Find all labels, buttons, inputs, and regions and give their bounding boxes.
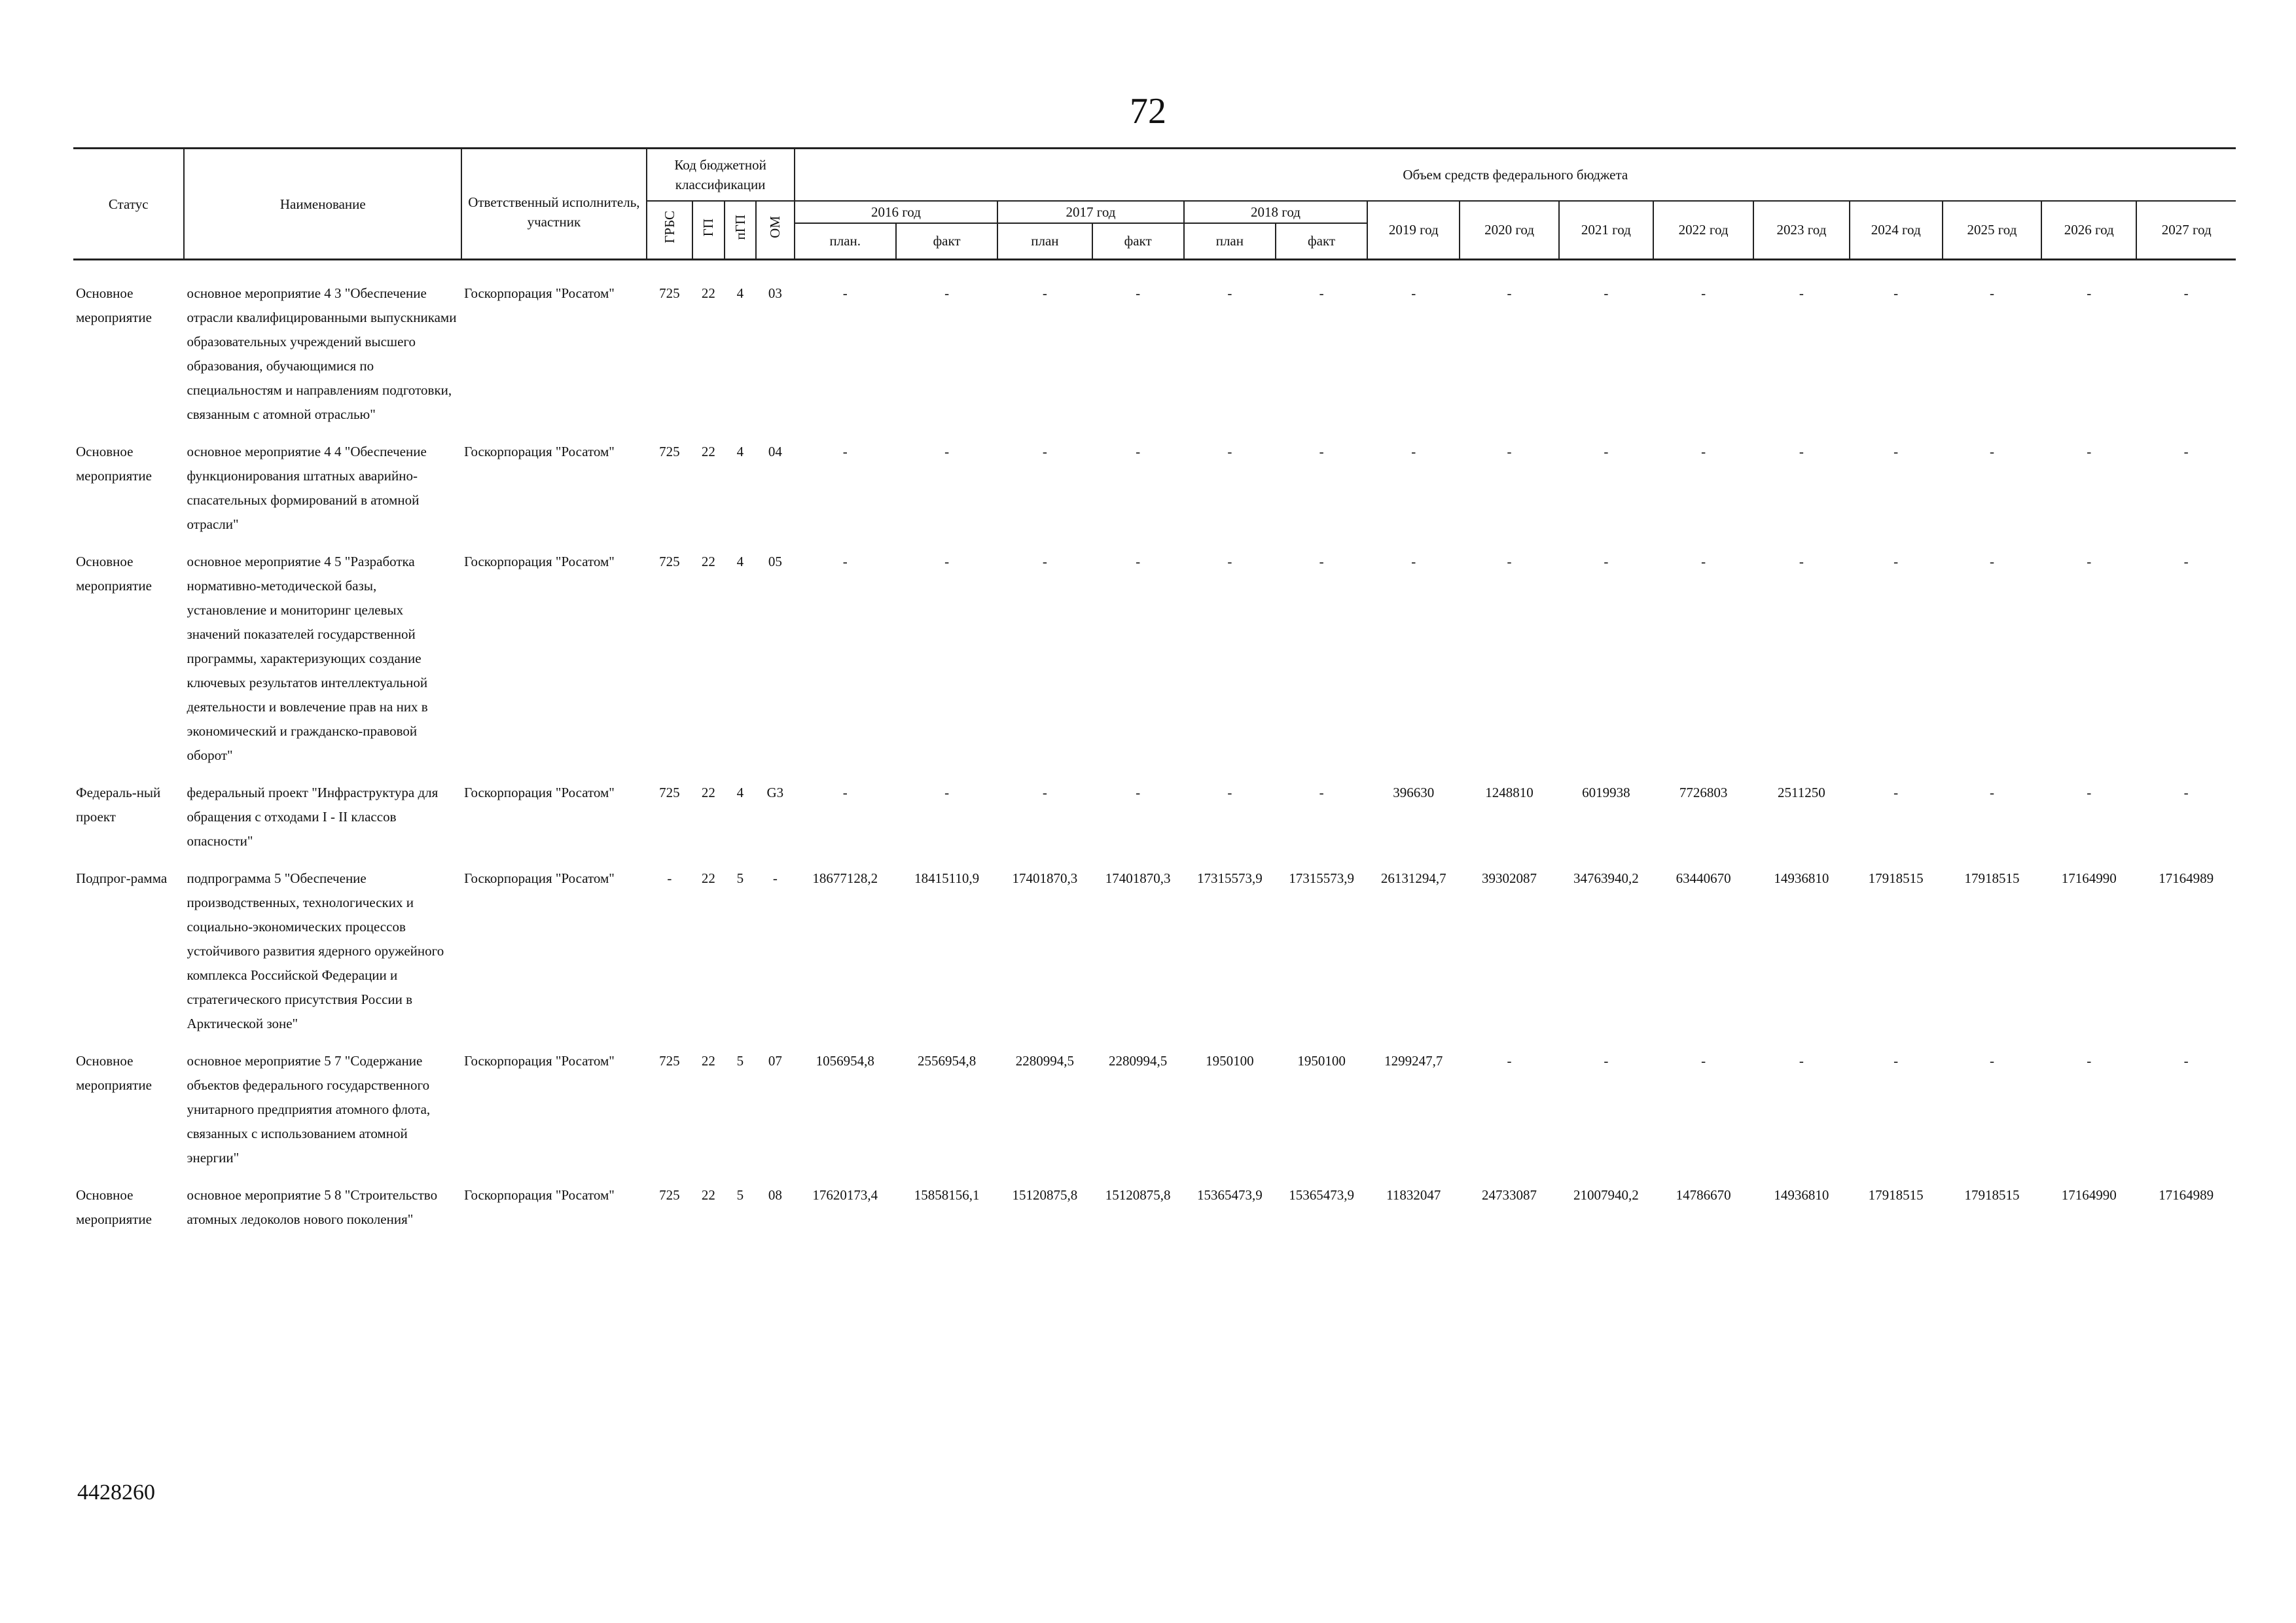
cell-2016-fact: - <box>944 285 950 301</box>
col-2017-plan: план <box>997 223 1092 260</box>
cell-2018-plan: 15365473,9 <box>1196 1187 1263 1203</box>
col-2016-fact: факт <box>896 223 997 260</box>
cell-2017-fact: - <box>1136 285 1141 301</box>
cell-2021: 6019938 <box>1582 785 1630 800</box>
cell-2019: 396630 <box>1393 785 1435 800</box>
table-row <box>73 1183 2236 1245</box>
cell-2019: - <box>1411 285 1416 301</box>
col-budget-code: Код бюджетной классификации <box>647 149 795 201</box>
cell-2024: - <box>1893 785 1899 800</box>
cell-om: G3 <box>766 785 784 800</box>
cell-2017-plan: - <box>1042 785 1047 800</box>
cell-responsible: Госкорпорация "Росатом" <box>464 785 615 800</box>
cell-2016-fact: 15858156,1 <box>914 1187 980 1203</box>
cell-responsible: Госкорпорация "Росатом" <box>464 1053 615 1069</box>
table-row <box>73 781 2236 866</box>
cell-2024: - <box>1893 285 1899 301</box>
col-year-2024: 2024 год <box>1850 201 1943 260</box>
cell-grbs: 725 <box>659 1187 680 1203</box>
cell-pgp: 5 <box>736 870 744 886</box>
cell-2022: - <box>1701 554 1706 569</box>
cell-name: основное мероприятие 4 5 "Разработка нормативно-методической базы, установление и мониторинг целевых значений показателей государственной программы, характеризующих создание ключевых результатов интеллектуальной деятельности и вовлечение прав на них в экономический и гражданско-правовой оборот" <box>187 554 428 763</box>
cell-2019: 11832047 <box>1386 1187 1441 1203</box>
col-year-2021: 2021 год <box>1559 201 1653 260</box>
cell-2018-fact: - <box>1319 785 1324 800</box>
cell-pgp: 5 <box>736 1187 744 1203</box>
col-year-2020: 2020 год <box>1460 201 1558 260</box>
table-row <box>73 260 2236 440</box>
cell-2018-plan: - <box>1227 785 1232 800</box>
cell-2018-fact: 17315573,9 <box>1289 870 1354 886</box>
cell-2018-plan: 17315573,9 <box>1196 870 1263 886</box>
cell-2020: - <box>1507 554 1512 569</box>
cell-gp: 22 <box>701 785 715 800</box>
cell-status: Федераль-ный проект <box>76 785 161 825</box>
cell-2021: 21007940,2 <box>1573 1187 1639 1203</box>
cell-2016-plan: 17620173,4 <box>812 1187 878 1203</box>
cell-2027: 17164989 <box>2159 1187 2214 1203</box>
cell-grbs: 725 <box>659 444 680 459</box>
cell-2018-fact: 15365473,9 <box>1289 1187 1354 1203</box>
cell-2019: - <box>1411 554 1416 569</box>
cell-2016-plan: - <box>842 785 848 800</box>
cell-gp: 22 <box>701 870 715 886</box>
cell-status: Подпрог-рамма <box>76 870 168 886</box>
cell-2018-fact: - <box>1319 554 1324 569</box>
cell-2018-fact: 1950100 <box>1297 1053 1346 1069</box>
col-year-2018: 2018 год <box>1184 201 1367 223</box>
cell-pgp: 5 <box>736 1053 744 1069</box>
col-year-2017: 2017 год <box>997 201 1183 223</box>
cell-grbs: 725 <box>659 554 680 569</box>
cell-grbs: - <box>667 870 672 886</box>
cell-name: подпрограмма 5 "Обеспечение производственных, технологических и социально-экономических процессов устойчивого развития ядерного оружейного комплекса Российской Федерации и стратегического присутствия России в Арктической зоне" <box>187 870 444 1031</box>
cell-2027: - <box>2183 285 2189 301</box>
cell-2019: - <box>1411 444 1416 459</box>
page-number: 72 <box>1130 91 1166 132</box>
cell-2018-plan: - <box>1227 444 1232 459</box>
cell-2027: 17164989 <box>2159 870 2214 886</box>
cell-2027: - <box>2183 1053 2189 1069</box>
cell-responsible: Госкорпорация "Росатом" <box>464 444 615 459</box>
col-om <box>756 201 795 260</box>
cell-2017-fact: 2280994,5 <box>1109 1053 1168 1069</box>
cell-2021: - <box>1604 1053 1609 1069</box>
cell-2023: - <box>1799 444 1804 459</box>
cell-2016-fact: - <box>944 554 950 569</box>
col-year-2025: 2025 год <box>1943 201 2041 260</box>
cell-2020: - <box>1507 285 1512 301</box>
cell-2023: 14936810 <box>1774 1187 1829 1203</box>
cell-2026: - <box>2087 1053 2092 1069</box>
cell-2021: - <box>1604 285 1609 301</box>
cell-2019: 1299247,7 <box>1384 1053 1443 1069</box>
cell-2018-plan: 1950100 <box>1206 1053 1254 1069</box>
col-om-label: ОМ <box>767 216 783 239</box>
cell-2017-plan: 17401870,3 <box>1012 870 1078 886</box>
cell-name: основное мероприятие 4 3 "Обеспечение отрасли квалифицированными выпускниками образовательных учреждений высшего образования, обучающимися по специальностям и направлениям подготовки, связанным с атомной отраслью" <box>187 285 457 422</box>
col-year-2023: 2023 год <box>1753 201 1849 260</box>
col-year-2027: 2027 год <box>2136 201 2236 260</box>
col-2017-fact: факт <box>1092 223 1184 260</box>
cell-2024: 17918515 <box>1868 1187 1924 1203</box>
cell-2027: - <box>2183 785 2189 800</box>
cell-2018-fact: - <box>1319 444 1324 459</box>
cell-2023: - <box>1799 285 1804 301</box>
cell-name: основное мероприятие 5 7 "Содержание объектов федерального государственного унитарного предприятия атомного флота, связанных с использованием атомной энергии" <box>187 1053 431 1166</box>
col-2018-plan: план <box>1184 223 1276 260</box>
col-pgp <box>725 201 756 260</box>
cell-gp: 22 <box>701 1053 715 1069</box>
cell-2025: - <box>1989 285 1994 301</box>
col-year-2019: 2019 год <box>1367 201 1460 260</box>
cell-2026: - <box>2087 554 2092 569</box>
cell-2023: - <box>1799 554 1804 569</box>
cell-2022: 7726803 <box>1679 785 1728 800</box>
cell-2025: 17918515 <box>1964 1187 2020 1203</box>
cell-grbs: 725 <box>659 285 680 301</box>
cell-2026: 17164990 <box>2061 870 2117 886</box>
cell-2022: - <box>1701 285 1706 301</box>
col-responsible: Ответственный исполнитель, участник <box>461 149 646 260</box>
cell-2025: - <box>1989 444 1994 459</box>
cell-2025: - <box>1989 785 1994 800</box>
cell-2022: 63440670 <box>1676 870 1731 886</box>
cell-om: 07 <box>768 1053 782 1069</box>
cell-2017-plan: 2280994,5 <box>1015 1053 1075 1069</box>
cell-2023: 14936810 <box>1774 870 1829 886</box>
cell-2016-fact: - <box>944 785 950 800</box>
col-budget-volume: Объем средств федерального бюджета <box>795 149 2236 201</box>
table-row <box>73 440 2236 550</box>
cell-2017-plan: 15120875,8 <box>1012 1187 1078 1203</box>
cell-2023: - <box>1799 1053 1804 1069</box>
cell-2018-plan: - <box>1227 285 1232 301</box>
cell-2021: 34763940,2 <box>1573 870 1639 886</box>
cell-name: основное мероприятие 4 4 "Обеспечение функционирования штатных аварийно-спасательных формирований в атомной отрасли" <box>187 444 427 532</box>
cell-2027: - <box>2183 444 2189 459</box>
col-2016-plan: план. <box>795 223 896 260</box>
table-row <box>73 550 2236 781</box>
cell-2016-fact: 18415110,9 <box>914 870 980 886</box>
table-row <box>73 1049 2236 1183</box>
footer-code: 4428260 <box>77 1480 155 1505</box>
cell-2019: 26131294,7 <box>1380 870 1446 886</box>
cell-2017-fact: 17401870,3 <box>1105 870 1171 886</box>
cell-status: Основное мероприятие <box>76 285 152 325</box>
table-body <box>73 260 2236 1245</box>
cell-2022: 14786670 <box>1676 1187 1731 1203</box>
cell-2021: - <box>1604 444 1609 459</box>
cell-2017-fact: - <box>1136 554 1141 569</box>
cell-2017-fact: - <box>1136 785 1141 800</box>
col-grbs-label: ГРБС <box>661 211 677 244</box>
col-pgp-label: пГП <box>732 214 748 240</box>
cell-gp: 22 <box>701 1187 715 1203</box>
cell-2024: - <box>1893 554 1899 569</box>
cell-2027: - <box>2183 554 2189 569</box>
cell-status: Основное мероприятие <box>76 554 152 594</box>
col-gp-label: ГП <box>700 218 717 236</box>
cell-pgp: 4 <box>736 444 744 459</box>
cell-2020: 39302087 <box>1482 870 1537 886</box>
cell-om: 04 <box>768 444 782 459</box>
table-header <box>73 149 2236 260</box>
cell-name: основное мероприятие 5 8 "Строительство атомных ледоколов нового поколения" <box>187 1187 438 1227</box>
cell-2018-fact: - <box>1319 285 1324 301</box>
col-grbs <box>647 201 693 260</box>
cell-2017-fact: 15120875,8 <box>1105 1187 1171 1203</box>
col-year-2026: 2026 год <box>2041 201 2136 260</box>
cell-2024: 17918515 <box>1868 870 1924 886</box>
col-year-2016: 2016 год <box>795 201 998 223</box>
cell-2020: 1248810 <box>1485 785 1534 800</box>
cell-2016-plan: 18677128,2 <box>812 870 878 886</box>
col-2018-fact: факт <box>1276 223 1367 260</box>
cell-name: федеральный проект "Инфраструктура для обращения с отходами I - II классов опасности" <box>187 785 439 849</box>
cell-responsible: Госкорпорация "Росатом" <box>464 870 615 886</box>
cell-2022: - <box>1701 1053 1706 1069</box>
cell-2023: 2511250 <box>1778 785 1825 800</box>
cell-2017-fact: - <box>1136 444 1141 459</box>
cell-2018-plan: - <box>1227 554 1232 569</box>
cell-pgp: 4 <box>736 785 744 800</box>
cell-2022: - <box>1701 444 1706 459</box>
cell-gp: 22 <box>701 444 715 459</box>
cell-2024: - <box>1893 1053 1899 1069</box>
cell-2020: - <box>1507 444 1512 459</box>
col-gp <box>692 201 724 260</box>
cell-2021: - <box>1604 554 1609 569</box>
cell-responsible: Госкорпорация "Росатом" <box>464 285 615 301</box>
cell-pgp: 4 <box>736 554 744 569</box>
cell-status: Основное мероприятие <box>76 1187 152 1227</box>
cell-2026: - <box>2087 285 2092 301</box>
col-name: Наименование <box>184 149 461 260</box>
cell-grbs: 725 <box>659 1053 680 1069</box>
cell-2026: - <box>2087 444 2092 459</box>
cell-om: - <box>772 870 778 886</box>
col-year-2022: 2022 год <box>1653 201 1753 260</box>
cell-2017-plan: - <box>1042 554 1047 569</box>
cell-om: 08 <box>768 1187 782 1203</box>
cell-2016-plan: - <box>842 444 848 459</box>
cell-gp: 22 <box>701 285 715 301</box>
cell-2020: - <box>1507 1053 1512 1069</box>
cell-responsible: Госкорпорация "Росатом" <box>464 1187 615 1203</box>
cell-grbs: 725 <box>659 785 680 800</box>
cell-2017-plan: - <box>1042 285 1047 301</box>
cell-2016-plan: 1056954,8 <box>816 1053 874 1069</box>
cell-2016-plan: - <box>842 554 848 569</box>
cell-2017-plan: - <box>1042 444 1047 459</box>
cell-2025: 17918515 <box>1964 870 2020 886</box>
table-row <box>73 866 2236 1049</box>
cell-om: 03 <box>768 285 782 301</box>
cell-2025: - <box>1989 1053 1994 1069</box>
cell-2020: 24733087 <box>1482 1187 1537 1203</box>
cell-2016-fact: - <box>944 444 950 459</box>
cell-2024: - <box>1893 444 1899 459</box>
cell-status: Основное мероприятие <box>76 1053 152 1093</box>
cell-om: 05 <box>768 554 782 569</box>
cell-2026: 17164990 <box>2061 1187 2117 1203</box>
budget-table <box>73 147 2236 1245</box>
col-status: Статус <box>73 149 184 260</box>
cell-2025: - <box>1989 554 1994 569</box>
cell-responsible: Госкорпорация "Росатом" <box>464 554 615 569</box>
cell-2016-plan: - <box>842 285 848 301</box>
cell-gp: 22 <box>701 554 715 569</box>
cell-2026: - <box>2087 785 2092 800</box>
cell-status: Основное мероприятие <box>76 444 152 484</box>
cell-pgp: 4 <box>736 285 744 301</box>
cell-2016-fact: 2556954,8 <box>917 1053 977 1069</box>
